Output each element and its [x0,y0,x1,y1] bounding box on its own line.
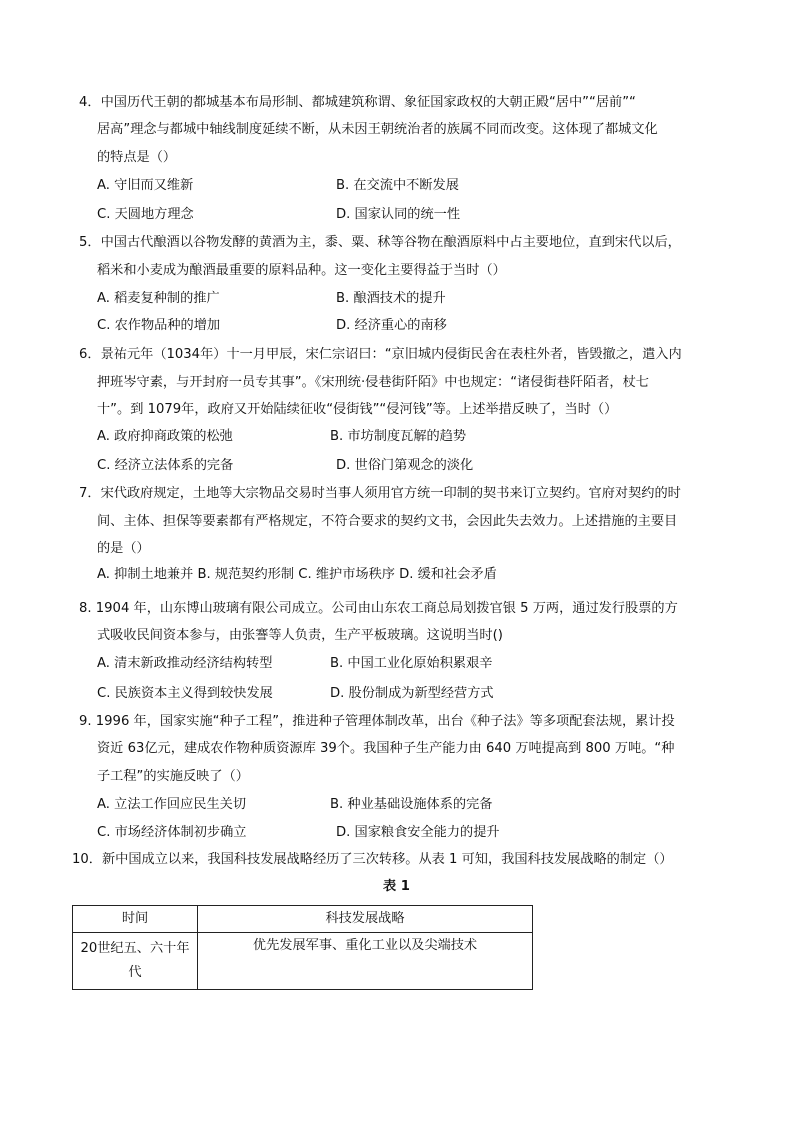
q6-option-b: B. 市坊制度瓦解的趋势 [330,429,467,444]
q9-line-3: 子工程”的实施反映了（） [97,769,249,784]
q6-option-d: D. 世俗门第观念的淡化 [336,458,474,473]
q4-option-d: D. 国家认同的统一性 [336,207,461,222]
table-header-cell: 科技发展战略 [198,906,533,933]
q9-line-2: 资近 63亿元，建成农作物种质资源库 39个。我国种子生产能力由 640 万吨提高到 800 万吨。“种 [97,741,675,756]
q7-options: A. 抑制土地兼并 B. 规范契约形制 C. 维护市场秩序 D. 缓和社会矛盾 [97,567,497,582]
q9-option-c: C. 市场经济体制初步确立 [97,825,247,840]
q9-line-1: 9. 1996 年，国家实施“种子工程”，推进种子管理体制改革，出台《种子法》等多项配套法规，累计投 [79,714,675,729]
q7-line-2: 间、主体、担保等要素都有严格规定，不符合要求的契约文书，会因此失去效力。上述措施的主要目 [97,514,678,529]
q6-line-1: 6．景祐元年（1034年）十一月甲辰，宋仁宗诏曰：“京旧城内侵街民舍在表柱外者，皆毁撤之，遣入内 [79,347,682,362]
q4-option-c: C. 天圆地方理念 [97,207,194,222]
q9-option-d: D. 国家粮食安全能力的提升 [336,825,500,840]
q9-option-b: B. 种业基础设施体系的完备 [330,797,493,812]
table-caption: 表 1 [383,879,410,894]
q8-line-2: 式吸收民间资本参与，由张謇等人负责，生产平板玻璃。这说明当时() [97,628,503,643]
q5-option-c: C. 农作物品种的增加 [97,318,221,333]
q9-option-a: A. 立法工作回应民生关切 [97,797,247,812]
q6-option-a: A. 政府抑商政策的松弛 [97,429,233,444]
q4-line-3: 的特点是（） [97,150,177,165]
q6-line-3: 十”。到 1079年，政府又开始陆续征收“侵街钱”“侵河钱”等。上述举措反映了，当时（） [97,402,618,417]
q8-option-b: B. 中国工业化原始积累艰辛 [330,656,493,671]
q8-line-1: 8. 1904 年，山东博山玻璃有限公司成立。公司由山东农工商总局划拨官银 5 万两，通过发行股票的方 [79,601,678,616]
q8-option-a: A. 清末新政推动经济结构转型 [97,656,273,671]
q4-line-1: 4．中国历代王朝的都城基本布局形制、都城建筑称谓、象征国家政权的大朝正殿“居中”“居前”“ [79,95,636,110]
q4-line-2: 居高”理念与都城中轴线制度延续不断，从未因王朝统治者的族属不同而改变。这体现了都城文化 [97,122,658,137]
table-1 [72,905,533,990]
q4-option-a: A. 守旧而又维新 [97,178,194,193]
q6-line-2: 押班岑守素，与开封府一员专其事”。《宋刑统·侵巷街阡陌》中也规定：“诸侵街巷阡陌者，杖七 [97,375,649,390]
q7-line-3: 的是（） [97,541,150,556]
table-row [73,933,533,990]
q7-line-1: 7．宋代政府规定，土地等大宗物品交易时当事人须用官方统一印制的契书来订立契约。官府对契约的时 [79,486,681,501]
q5-line-1: 5．中国古代酿酒以谷物发酵的黄酒为主，黍、粟、秫等谷物在酿酒原料中占主要地位，直到宋代以后， [79,235,681,250]
table-cell: 优先发展军事、重化工业以及尖端技术 [198,933,533,990]
q6-option-c: C. 经济立法体系的完备 [97,458,234,473]
q10-line-1: 10．新中国成立以来，我国科技发展战略经历了三次转移。从表 1 可知，我国科技发展战略的制定（） [72,852,673,867]
q8-option-c: C. 民族资本主义得到较快发展 [97,686,273,701]
q4-option-b: B. 在交流中不断发展 [336,178,459,193]
table-cell: 20世纪五、六十年代 [73,933,198,990]
table-header-cell: 时间 [73,906,198,933]
q8-option-d: D. 股份制成为新型经营方式 [330,686,494,701]
q5-option-a: A. 稻麦复种制的推广 [97,291,220,306]
q5-option-d: D. 经济重心的南移 [336,318,447,333]
q5-line-2: 稻米和小麦成为酿酒最重要的原料品种。这一变化主要得益于当时（） [97,263,506,278]
table-header-row [73,906,533,933]
q5-option-b: B. 酿酒技术的提升 [336,291,446,306]
